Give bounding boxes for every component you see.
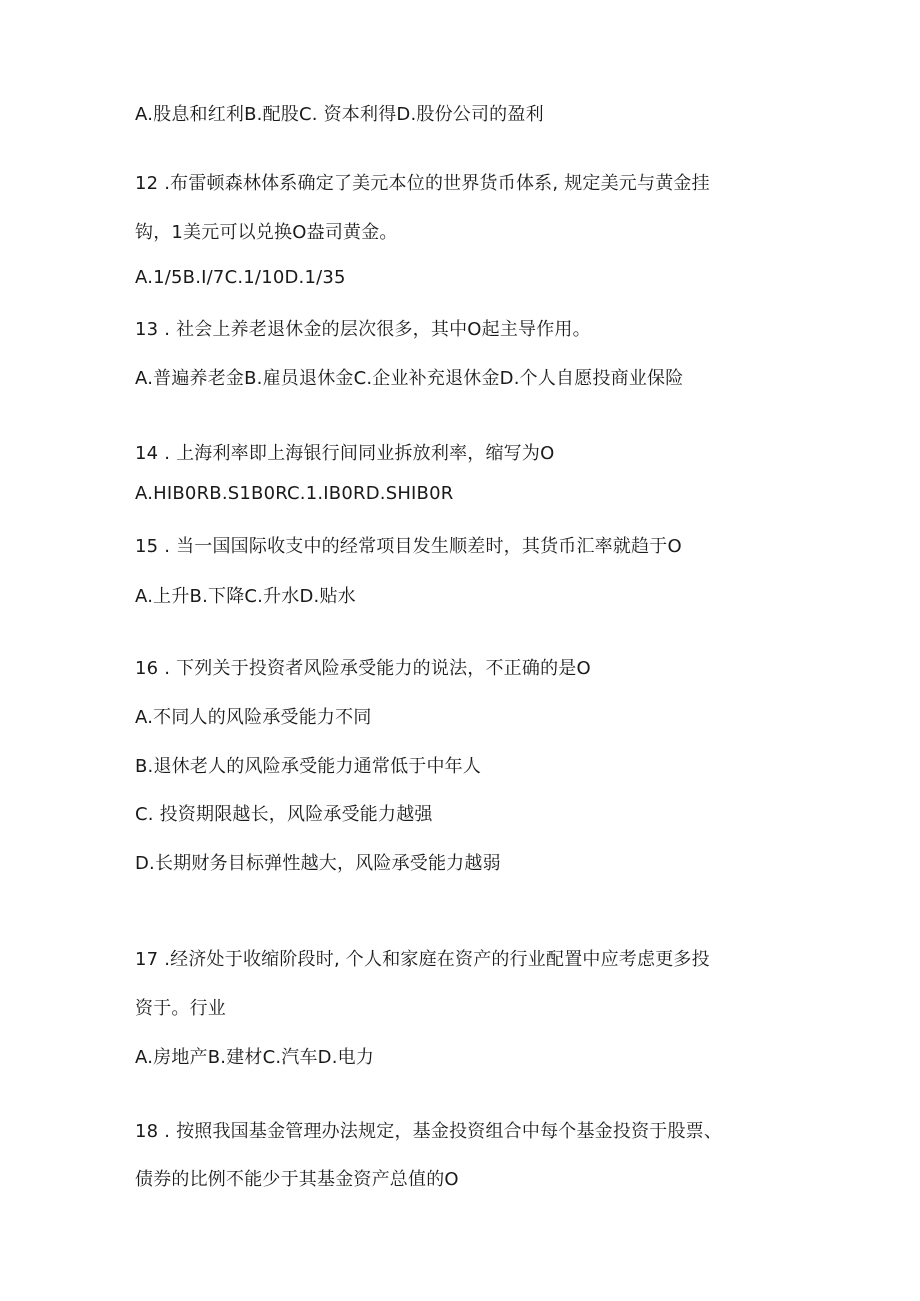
q16-question: 16 . 下列关于投资者风险承受能力的说法，不正确的是O <box>135 658 591 679</box>
q16-option-a: A.不同人的风险承受能力不同 <box>135 707 372 728</box>
q16-option-d: D.长期财务目标弹性越大，风险承受能力越弱 <box>135 853 501 874</box>
q18-question-line1: 18 . 按照我国基金管理办法规定，基金投资组合中每个基金投资于股票、 <box>135 1121 723 1142</box>
q14-question: 14 . 上海利率即上海银行间同业拆放利率，缩写为O <box>135 443 555 464</box>
q11-options: A.股息和红利B.配股C. 资本利得D.股份公司的盈利 <box>135 104 544 125</box>
q15-options: A.上升B.下降C.升水D.贴水 <box>135 586 356 607</box>
q17-question-line2: 资于。行业 <box>135 998 226 1019</box>
q12-question-line1: 12 .布雷顿森林体系确定了美元本位的世界货币体系, 规定美元与黄金挂 <box>135 173 710 194</box>
q18-question-line2: 债券的比例不能少于其基金资产总值的O <box>135 1169 459 1190</box>
q14-options: A.HIB0RB.S1B0RC.1.IB0RD.SHIB0R <box>135 483 454 504</box>
q16-option-b: B.退休老人的风险承受能力通常低于中年人 <box>135 756 482 777</box>
q15-question: 15 . 当一国国际收支中的经常项目发生顺差时，其货币汇率就趋于O <box>135 536 682 557</box>
q17-question-line1: 17 .经济处于收缩阶段时, 个人和家庭在资产的行业配置中应考虑更多投 <box>135 949 710 970</box>
q17-options: A.房地产B.建材C.汽车D.电力 <box>135 1047 375 1068</box>
q16-option-c: C. 投资期限越长，风险承受能力越强 <box>135 804 433 825</box>
q13-question: 13 . 社会上养老退休金的层次很多，其中O起主导作用。 <box>135 319 591 340</box>
q12-question-line2: 钩，1美元可以兑换O盎司黄金。 <box>135 222 398 243</box>
q13-options: A.普遍养老金B.雇员退休金C.企业补充退休金D.个人自愿投商业保险 <box>135 368 684 389</box>
q12-options: A.1/5B.I/7C.1/10D.1/35 <box>135 267 346 288</box>
